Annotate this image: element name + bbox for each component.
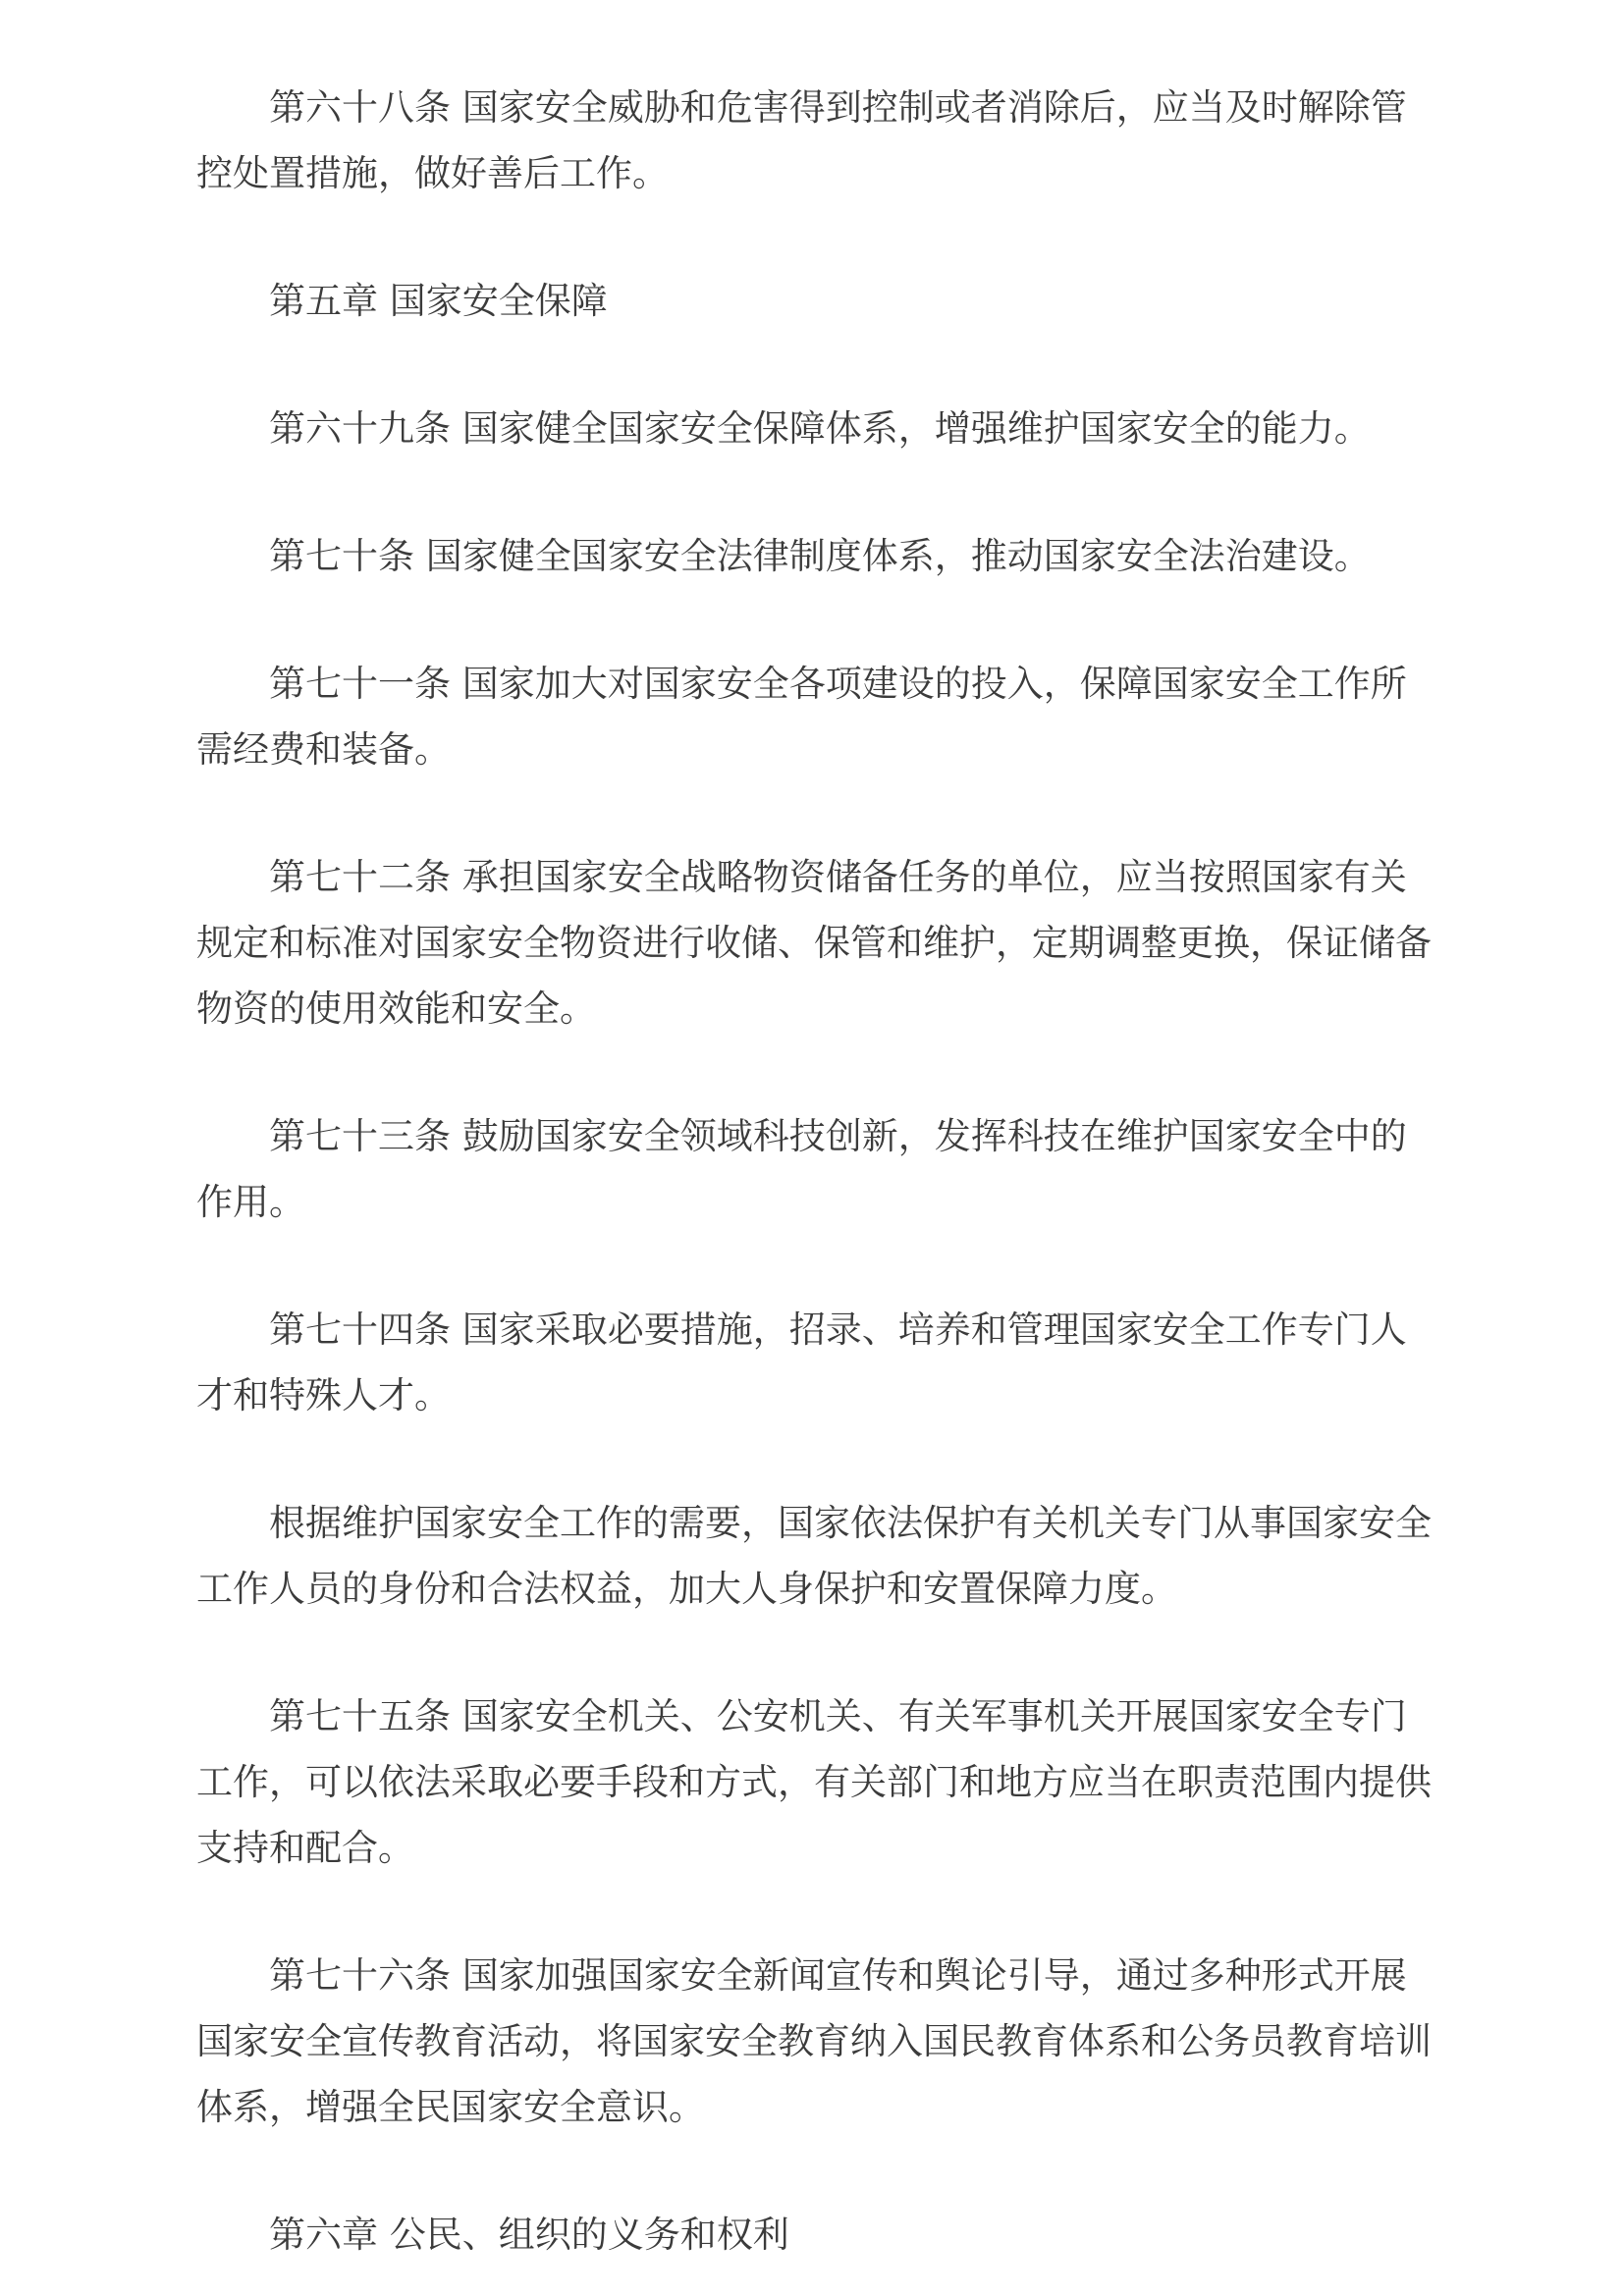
article-paragraph-69: 第六十九条 国家健全国家安全保障体系，增强维护国家安全的能力。 — [269, 407, 1371, 450]
article-paragraph-70: 第七十条 国家健全国家安全法律制度体系，推动国家安全法治建设。 — [269, 535, 1371, 577]
article-paragraph-71: 第七十一条 国家加大对国家安全各项建设的投入，保障国家安全工作所需经费和装备。 — [196, 663, 1407, 771]
article-paragraph-72: 第七十二条 承担国家安全战略物资储备任务的单位，应当按照国家有关规定和标准对国家安全物资进行收储、保管和维护，定期调整更换，保证储备物资的使用效能和安全。 — [196, 856, 1432, 1030]
chapter-heading-5: 第五章 国家安全保障 — [269, 280, 608, 322]
article-paragraph-68: 第六十八条 国家安全威胁和危害得到控制或者消除后，应当及时解除管控处置措施，做好善后工作。 — [196, 86, 1407, 194]
article-paragraph-76: 第七十六条 国家加强国家安全新闻宣传和舆论引导，通过多种形式开展国家安全宣传教育活动，将国家安全教育纳入国民教育体系和公务员教育培训体系，增强全民国家安全意识。 — [196, 1954, 1432, 2128]
article-paragraph-74: 第七十四条 国家采取必要措施，招录、培养和管理国家安全工作专门人才和特殊人才。 — [196, 1308, 1407, 1416]
article-paragraph-74-cont: 根据维护国家安全工作的需要，国家依法保护有关机关专门从事国家安全工作人员的身份和合法权益，加大人身保护和安置保障力度。 — [196, 1502, 1432, 1610]
article-paragraph-73: 第七十三条 鼓励国家安全领域科技创新，发挥科技在维护国家安全中的作用。 — [196, 1115, 1407, 1223]
chapter-heading-6: 第六章 公民、组织的义务和权利 — [269, 2214, 789, 2256]
article-paragraph-75: 第七十五条 国家安全机关、公安机关、有关军事机关开展国家安全专门工作，可以依法采取必要手段和方式，有关部门和地方应当在职责范围内提供支持和配合。 — [196, 1695, 1432, 1869]
